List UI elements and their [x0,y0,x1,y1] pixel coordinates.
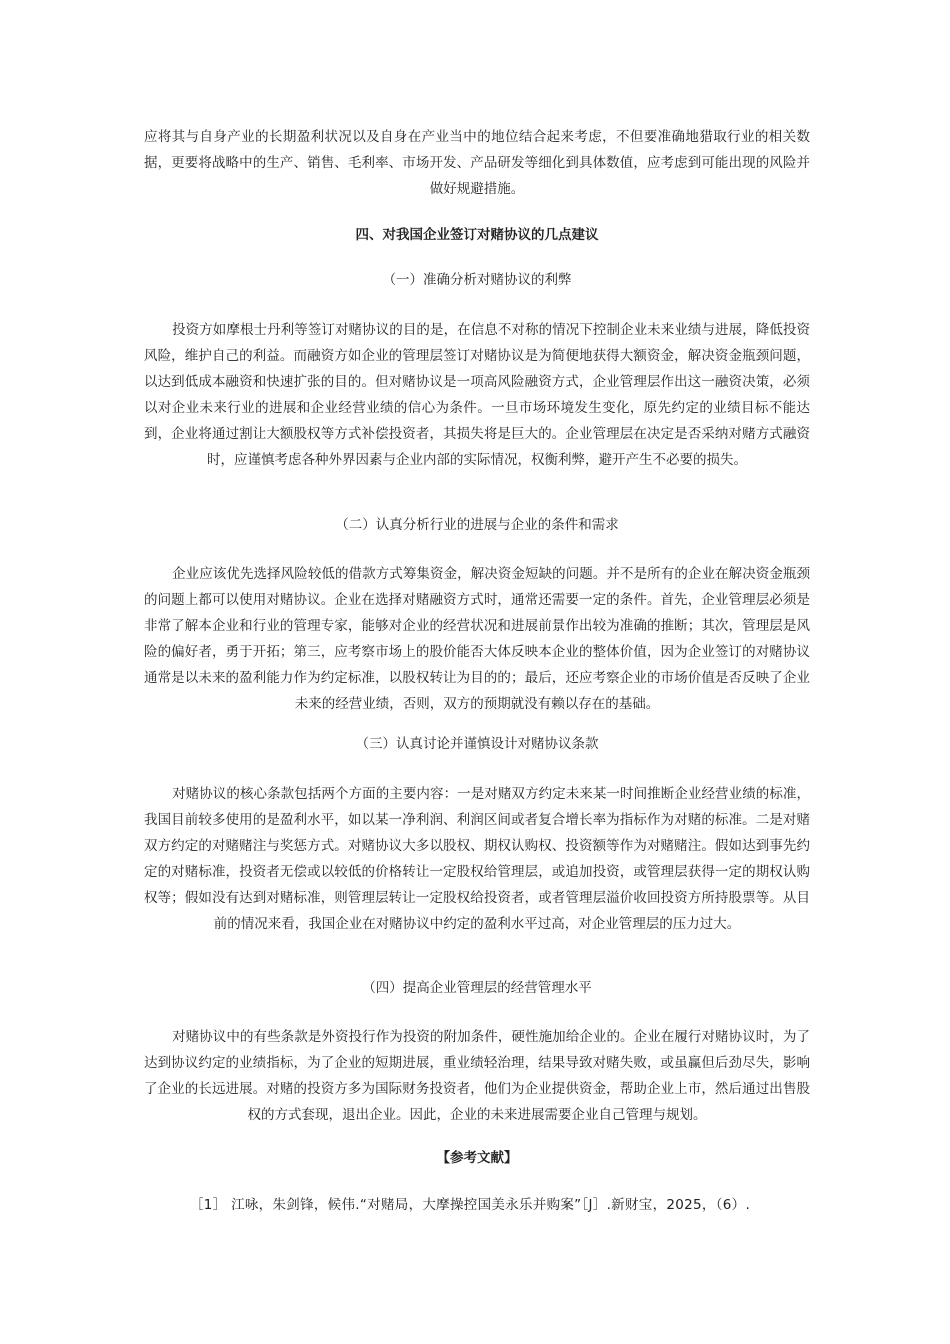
subsection-body-3 [144,781,810,937]
subsection-body-2 [144,561,810,717]
subsection-title-2: （二）认真分析行业的进展与企业的条件和需求 [335,517,619,533]
subsection-body-4 [144,1024,810,1128]
intro-paragraph-text: 应将其与自身产业的长期盈利状况以及自身在产业当中的地位结合起来考虑，不但要准确地猎取行业的相关数据，更要将战略中的生产、销售、毛利率、市场开发、产品研发等细化到具体数值，应考虑到可能出现的风险并做好规避措施。 [144,129,810,197]
subsection-body-1-text: 投资方如摩根士丹利等签订对赌协议的目的是，在信息不对称的情况下控制企业未来业绩与进展，降低投资风险，维护自己的利益。而融资方如企业的管理层签订对赌协议是为简便地获得大额资金，解决资金瓶颈问题，以达到低成本融资和快速扩张的目的。但对赌协议是一项高风险融资方式，企业管理层作出这一融资决策，必须以对企业未来行业的进展和企业经营业绩的信心为条件。一旦市场环境发生变化，原先约定的业绩目标不能达到，企业将通过割让大额股权等方式补偿投资者，其损失将是巨大的。企业管理层在决定是否采纳对赌方式融资时，应谨慎考虑各种外界因素与企业内部的实际情况，权衡利弊，避开产生不必要的损失。 [144,322,810,468]
subsection-title-3: （三）认真讨论并谨慎设计对赌协议条款 [355,736,599,752]
subsection-body-4-text: 对赌协议中的有些条款是外资投行作为投资的附加条件，硬性施加给企业的。企业在履行对赌协议时，为了达到协议约定的业绩指标，为了企业的短期进展，重业绩轻治理，结果导致对赌失败，或虽赢但后劲尽失，影响了企业的长远进展。对赌的投资方多为国际财务投资者，他们为企业提供资金，帮助企业上市，然后通过出售股权的方式套现，退出企业。因此，企业的未来进展需要企业自己管理与规划。 [144,1029,810,1123]
subsection-title-4: （四）提高企业管理层的经营管理水平 [362,980,592,996]
subsection-body-1 [144,317,810,473]
subsection-body-3-text: 对赌协议的核心条款包括两个方面的主要内容：一是对赌双方约定未来某一时间推断企业经营业绩的标准，我国目前较多使用的是盈利水平，如以某一净利润、利润区间或者复合增长率为指标作为对赌的标准。二是对赌双方约定的对赌赌注与奖惩方式。对赌协议大多以股权、期权认购权、投资额等作为对赌赌注。假如达到事先约定的对赌标准，投资者无偿或以较低的价格转让一定股权给管理层，或追加投资，或管理层获得一定的期权认购权等；假如没有达到对赌标准，则管理层转让一定股权给投资者，或者管理层溢价收回投资方所持股票等。从目前的情况来看，我国企业在对赌协议中约定的盈利水平过高，对企业管理层的压力过大。 [144,786,810,932]
section-title: 四、对我国企业签订对赌协议的几点建议 [355,227,599,243]
intro-paragraph [144,124,810,202]
references-title: 【参考文献】 [436,1150,518,1166]
subsection-title-1: （一）准确分析对赌协议的利弊 [382,272,572,288]
reference-item: ［1］ 江咏，朱剑锋，候伟.“对赌局，大摩操控国美永乐并购案”［J］.新财宝，2025，（6）. [190,1197,751,1213]
subsection-body-2-text: 企业应该优先选择风险较低的借款方式筹集资金，解决资金短缺的问题。并不是所有的企业在解决资金瓶颈的问题上都可以使用对赌协议。企业在选择对赌融资方式时，通常还需要一定的条件。首先，企业管理层必须是非常了解本企业和行业的管理专家，能够对企业的经营状况和进展前景作出较为准确的推断；其次，管理层是风险的偏好者，勇于开拓；第三，应考察市场上的股价能否大体反映本企业的整体价值，因为企业签订的对赌协议通常是以未来的盈利能力作为约定标准，以股权转让为目的的；最后，还应考察企业的市场价值是否反映了企业未来的经营业绩，否则，双方的预期就没有赖以存在的基础。 [144,566,810,712]
